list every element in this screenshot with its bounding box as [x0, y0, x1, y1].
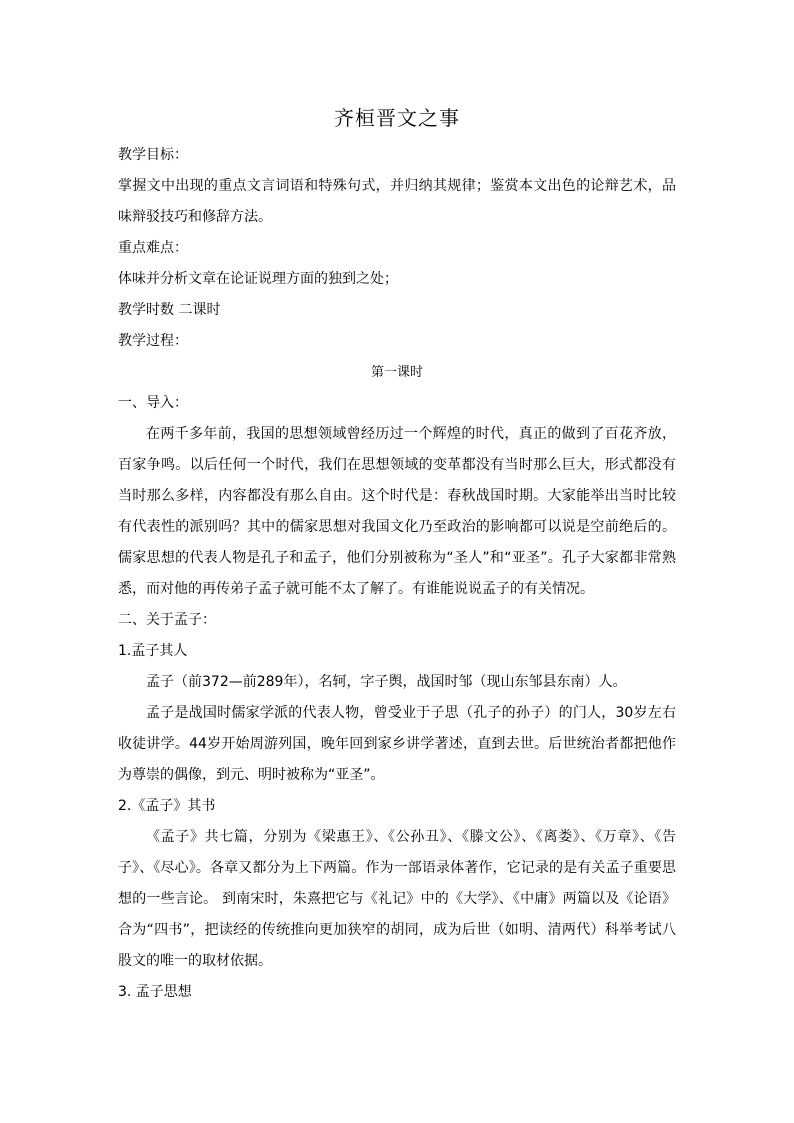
- teaching-process-heading: 教学过程：: [118, 333, 188, 349]
- teaching-goals-text: 掌握文中出现的重点文言词语和特殊句式，并归纳其规律；鉴赏本文出色的论辩艺术，品味辩驳技巧和修辞方法。: [118, 178, 676, 225]
- document-title: 齐桓晋文之事: [334, 106, 460, 130]
- section-1-heading: 一、导入：: [118, 395, 188, 411]
- key-points-heading: 重点难点：: [118, 240, 188, 256]
- document-content: [118, 104, 676, 1008]
- section-2-heading: 二、关于孟子：: [118, 612, 216, 628]
- section-1-paragraph: 在两千多年前，我国的思想领域曾经历过一个辉煌的时代，真正的做到了百花齐放，百家争鸣。以后任何一个时代，我们在思想领域的变革都没有当时那么巨大，形式都没有当时那么多样，内容都没有那么自由。这个时代是：春秋战国时期。大家能举出当时比较有代表性的派别吗？其中的儒家思想对我国文化乃至政治的影响都可以说是空前绝后的。儒家思想的代表人物是孔子和孟子，他们分别被称为“圣人”和“亚圣”。孔子大家都非常熟悉，而对他的再传弟子孟子就可能不太了解了。有谁能说说孟子的有关情况。: [118, 426, 676, 597]
- subsection-3-heading: 3. 孟子思想: [118, 984, 192, 1000]
- subsection-1-paragraph-2: 孟子是战国时儒家学派的代表人物，曾受业于子思（孔子的孙子）的门人，30岁左右收徒讲学。44岁开始周游列国，晚年回到家乡讲学著述，直到去世。后世统治者都把他作为尊崇的偶像，到元、明时被称为“亚圣”。: [118, 705, 676, 783]
- subsection-1-paragraph-1: 孟子（前372—前289年），名轲，字子舆，战国时邹（现山东邹县东南）人。: [146, 674, 627, 690]
- key-points-text: 体味并分析文章在论证说理方面的独到之处；: [118, 271, 398, 287]
- teaching-goals-heading: 教学目标：: [118, 147, 188, 163]
- subsection-1-heading: 1.孟子其人: [118, 643, 188, 659]
- subsection-2-paragraph: 《孟子》共七篇，分别为《梁惠王》、《公孙丑》、《滕文公》、《离娄》、《万章》、《告子》、《尽心》。各章又都分为上下两篇。作为一部语录体著作，它记录的是有关孟子重要思想的一些言论。 到南宋时，朱熹把它与《礼记》中的《大学》、《中庸》两篇以及《论语》合为“四书”，把读经的传统推向更加狭窄的胡同，成为后世（如明、清两代）科举考试八股文的唯一的取材依据。: [118, 829, 676, 969]
- lesson-one-heading: 第一课时: [370, 365, 423, 380]
- class-hours-text: 教学时数 二课时: [118, 302, 221, 318]
- subsection-2-heading: 2.《孟子》其书: [118, 798, 216, 814]
